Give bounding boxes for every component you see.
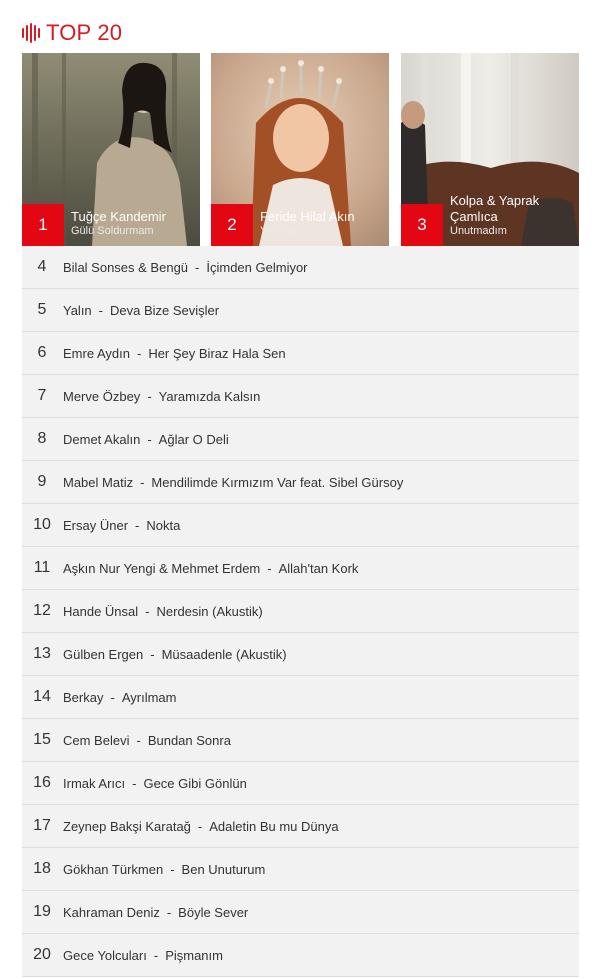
song-title: Adaletin Bu mu Dünya <box>209 818 339 834</box>
song-title: Ağlar O Deli <box>158 431 229 447</box>
artist-name: Kolpa & Yaprak Çamlıca <box>450 193 540 224</box>
list-item[interactable] <box>22 762 579 805</box>
top-card-1[interactable] <box>22 53 200 246</box>
list-item[interactable] <box>22 332 579 375</box>
list-item[interactable] <box>22 934 579 977</box>
card-meta <box>260 209 383 238</box>
separator: - <box>136 345 142 361</box>
rank-number: 15 <box>33 731 51 748</box>
artist-name: Feride Hilal Akın <box>260 209 355 224</box>
artist-name: Demet Akalın <box>63 431 141 447</box>
top-card-3[interactable] <box>401 53 579 246</box>
artist-name: Irmak Arıcı <box>63 775 126 791</box>
list-item[interactable] <box>22 633 579 676</box>
separator: - <box>267 560 272 576</box>
rank-number: 20 <box>33 946 51 963</box>
artist-name: Gülben Ergen <box>63 646 144 662</box>
song-title: Gülü Soldurmam <box>71 225 154 237</box>
rank-number: 9 <box>37 473 47 490</box>
song-title: Gece Gibi Gönlün <box>143 775 247 791</box>
chart-header <box>22 18 122 48</box>
song-title: Bundan Sonra <box>147 732 231 748</box>
page-title: TOP 20 <box>46 20 123 45</box>
rank-number: 16 <box>33 774 51 791</box>
song-title: Müsaadenle (Akustik) <box>161 646 287 662</box>
rank-number: 14 <box>33 688 51 705</box>
rank-number: 7 <box>37 387 47 404</box>
song-title: Yok Yok <box>260 225 299 237</box>
artist-name: Zeynep Bakşi Karatağ <box>63 818 191 834</box>
rank-badge: 2 <box>211 204 253 246</box>
artist-name: Kahraman Deniz <box>63 904 160 920</box>
rank-number: 11 <box>33 559 51 576</box>
song-title: Deva Bize Sevişler <box>110 302 220 318</box>
rank-number: 12 <box>33 602 51 619</box>
rank-number: 13 <box>33 645 51 662</box>
separator: - <box>153 947 159 963</box>
separator: - <box>147 388 152 404</box>
song-title: Allah'tan Kork <box>278 560 359 576</box>
artist-name: Yalın <box>63 302 92 318</box>
song-title: Her Şey Biraz Hala Sen <box>148 345 286 361</box>
separator: - <box>150 646 155 662</box>
song-title: Böyle Sever <box>178 904 249 920</box>
rank-badge: 1 <box>22 204 64 246</box>
separator: - <box>136 732 141 748</box>
separator: - <box>195 259 200 275</box>
separator: - <box>135 517 140 533</box>
song-title: Ayrılmam <box>121 689 177 705</box>
list-item[interactable] <box>22 547 579 590</box>
separator: - <box>145 603 150 619</box>
rank-number: 8 <box>37 430 47 447</box>
separator: - <box>166 904 172 920</box>
song-title: Nokta <box>146 517 181 533</box>
separator: - <box>147 431 152 447</box>
song-title: Pişmanım <box>165 947 223 963</box>
list-item[interactable] <box>22 504 579 547</box>
separator: - <box>170 861 175 877</box>
song-title: Mendilimde Kırmızım Var feat. Sibel Gürsoy <box>151 474 404 490</box>
rank-number: 4 <box>37 258 47 275</box>
list-item[interactable] <box>22 848 579 891</box>
artist-name: Tuğçe Kandemir <box>71 209 166 224</box>
rank-number: 18 <box>33 860 51 877</box>
list-item[interactable] <box>22 375 579 418</box>
artist-name: Ersay Üner <box>63 517 129 533</box>
top3-cards <box>22 53 579 246</box>
artist-name: Cem Belevi <box>63 732 130 748</box>
song-title: İçimden Gelmiyor <box>206 259 308 275</box>
rank-badge: 3 <box>401 204 443 246</box>
artist-name: Emre Aydın <box>63 345 130 361</box>
chart-list <box>22 246 579 977</box>
rank-number: 6 <box>37 344 47 361</box>
song-title: Yaramızda Kalsın <box>158 388 261 404</box>
separator: - <box>110 689 115 705</box>
list-item[interactable] <box>22 461 579 504</box>
rank-number: 17 <box>33 817 51 834</box>
separator: - <box>98 302 104 318</box>
list-item[interactable] <box>22 289 579 332</box>
card-meta <box>71 209 194 238</box>
artist-name: Merve Özbey <box>63 388 141 404</box>
song-title: Unutmadım <box>450 225 507 237</box>
list-item[interactable] <box>22 418 579 461</box>
separator: - <box>132 775 137 791</box>
list-item[interactable] <box>22 805 579 848</box>
separator: - <box>197 818 203 834</box>
list-item[interactable] <box>22 676 579 719</box>
song-title: Nerdesin (Akustik) <box>156 603 263 619</box>
list-item[interactable] <box>22 719 579 762</box>
artist-name: Mabel Matiz <box>63 474 134 490</box>
list-item[interactable] <box>22 246 579 289</box>
separator: - <box>140 474 145 490</box>
rank-number: 5 <box>37 301 47 318</box>
artist-name: Berkay <box>63 689 104 705</box>
top-card-2[interactable] <box>211 53 389 246</box>
list-item[interactable] <box>22 891 579 934</box>
artist-name: Gece Yolcuları <box>63 947 147 963</box>
artist-name: Bilal Sonses & Bengü <box>63 259 189 275</box>
artist-name: Hande Ünsal <box>63 603 139 619</box>
rank-number: 10 <box>33 516 51 533</box>
card-meta <box>450 193 573 238</box>
song-title: Ben Unuturum <box>181 861 266 877</box>
sound-bars-icon <box>22 23 40 43</box>
artist-name: Aşkın Nur Yengi & Mehmet Erdem <box>63 560 261 576</box>
artist-name: Gökhan Türkmen <box>63 861 164 877</box>
rank-number: 19 <box>33 903 51 920</box>
list-item[interactable] <box>22 590 579 633</box>
